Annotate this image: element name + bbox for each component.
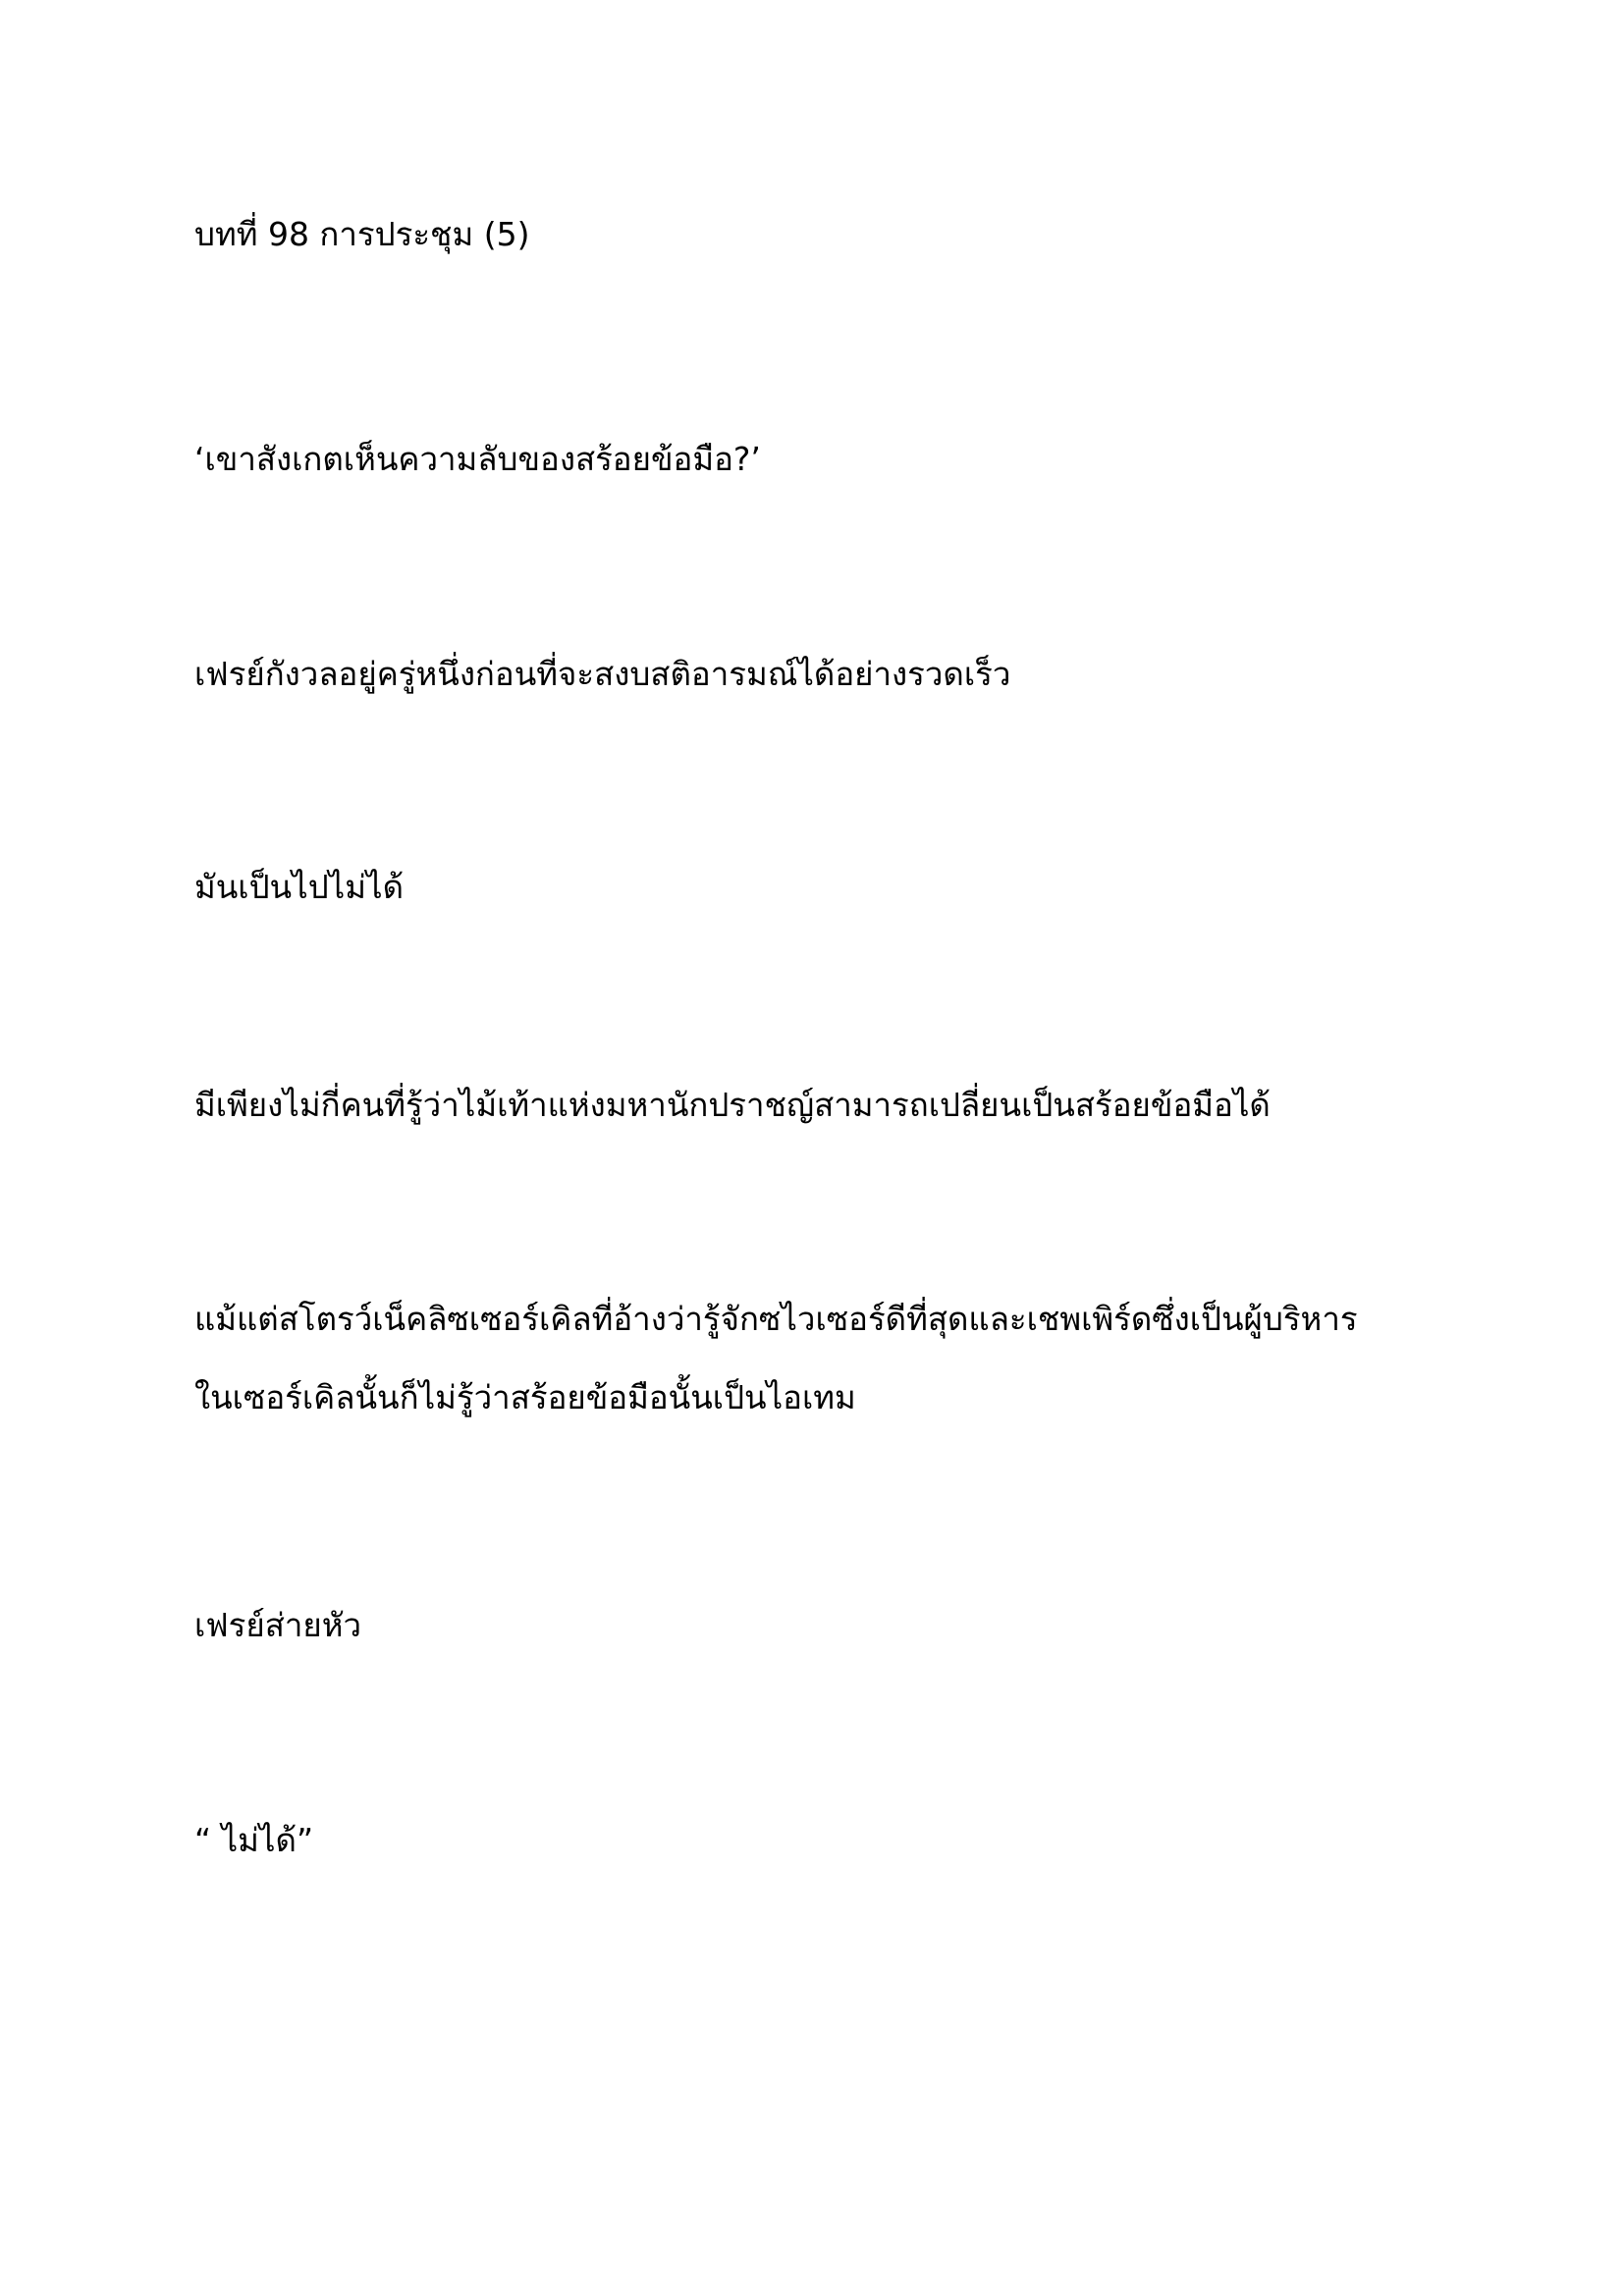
- paragraph: แม้แต่สโตรว์เน็คลิซเซอร์เคิลที่อ้างว่ารู้จักซไวเซอร์ดีที่สุดและเชพเพิร์ดซึ่งเป็นผู้บริหาร: [194, 1300, 1358, 1338]
- paragraph: เฟรย์กังวลอยู่ครู่หนึ่งก่อนที่จะสงบสติอารมณ์ได้อย่างรวดเร็ว: [194, 655, 1011, 693]
- paragraph: เฟรย์ส่ายหัว: [194, 1606, 361, 1644]
- paragraph: ‘เขาสังเกตเห็นความลับของสร้อยข้อมือ?’: [194, 440, 761, 478]
- paragraph: มีเพียงไม่กี่คนที่รู้ว่าไม้เท้าแห่งมหานักปราชญ์สามารถเปลี่ยนเป็นสร้อยข้อมือได้: [194, 1086, 1271, 1124]
- chapter-title: บทที่ 98 การประชุม (5): [194, 215, 530, 253]
- paragraph: “ ไม่ได้”: [194, 1821, 314, 1859]
- paragraph: มันเป็นไปไม่ได้: [194, 868, 405, 906]
- paragraph: ในเซอร์เคิลนั้นก็ไม่รู้ว่าสร้อยข้อมือนั้นเป็นไอเทม: [194, 1378, 856, 1416]
